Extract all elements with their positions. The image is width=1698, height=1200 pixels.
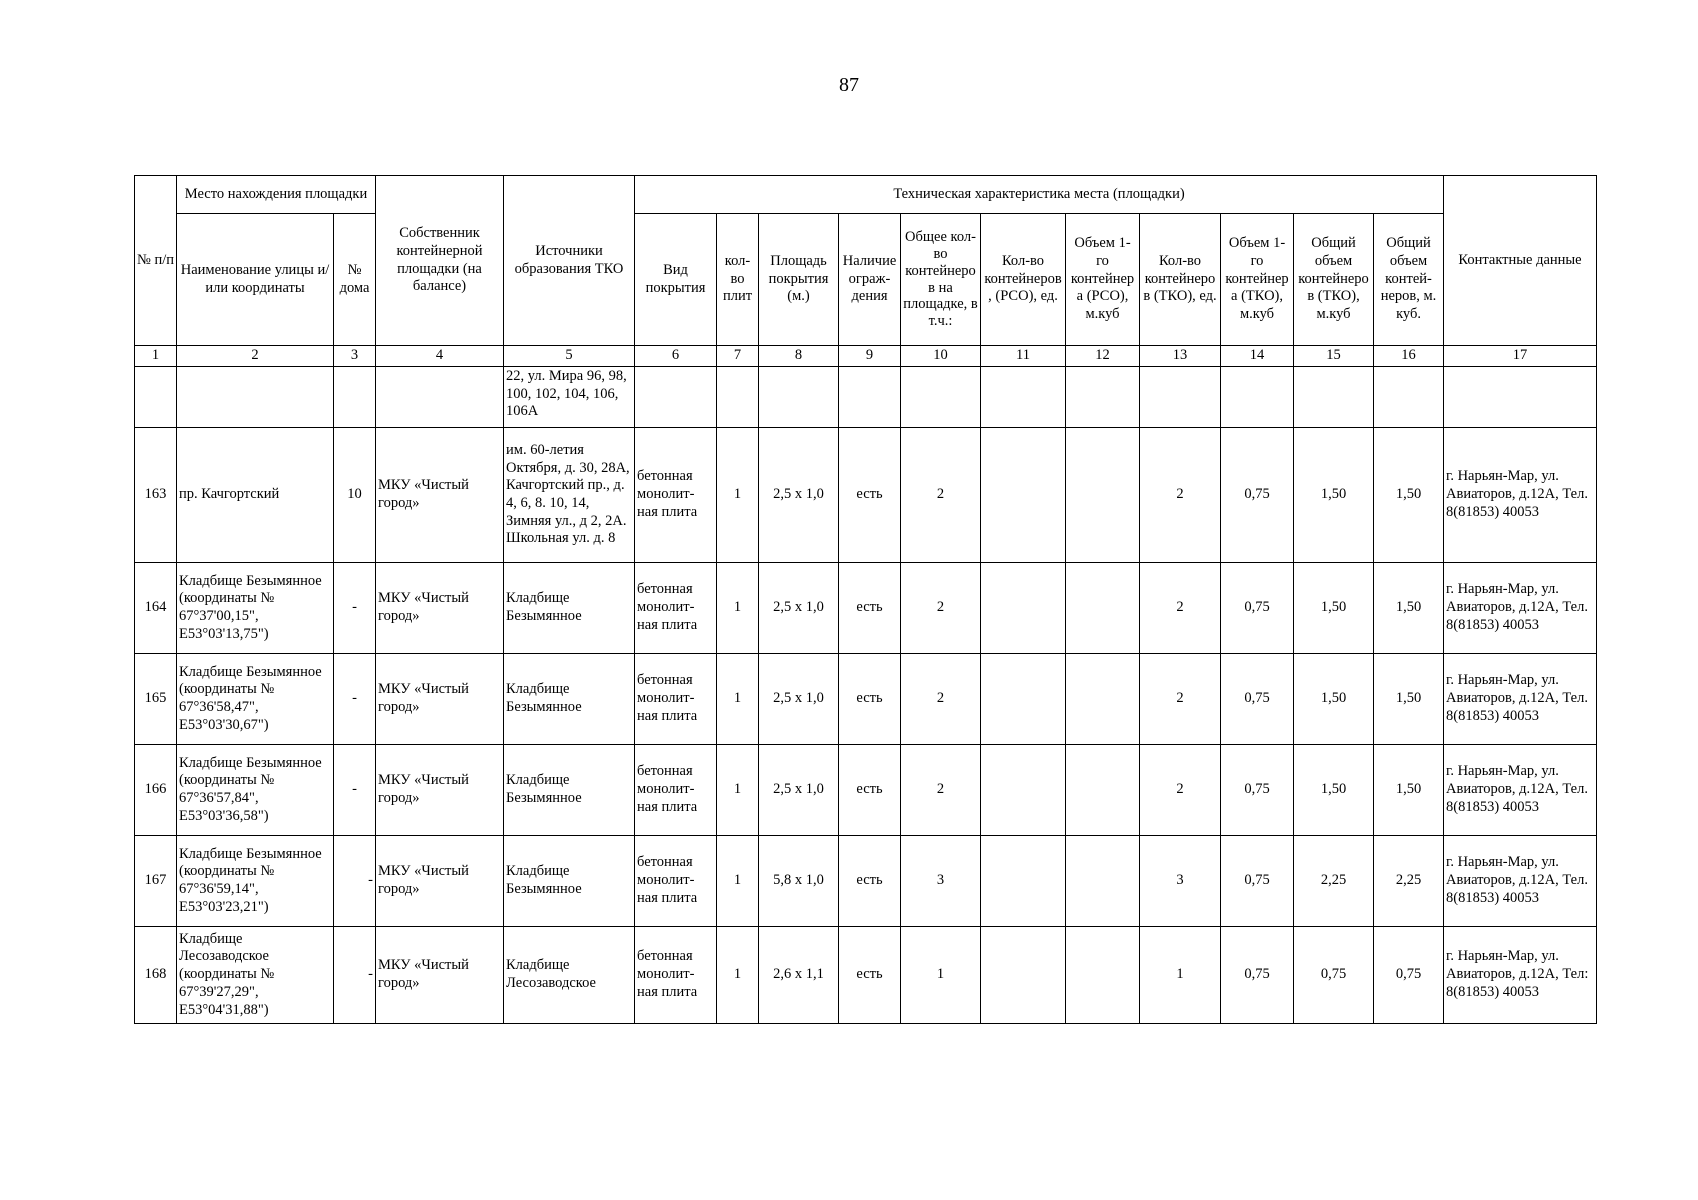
tko-volume-cell: 0,75 — [1221, 654, 1294, 745]
street-cell: Кладбище Лесозаводское (координаты № 67°39'27,29", E53°04'31,88") — [177, 927, 334, 1024]
fence-cell: есть — [839, 836, 901, 927]
fence-cell: есть — [839, 654, 901, 745]
column-number: 17 — [1444, 346, 1597, 367]
row-number-cell: 167 — [135, 836, 177, 927]
cover-cell: бетонная монолит-ная плита — [635, 563, 717, 654]
tko-count-cell: 2 — [1140, 428, 1221, 563]
column-number: 11 — [981, 346, 1066, 367]
header-tko-total-volume: Общий объем контейнеров (ТКО), м.куб — [1294, 214, 1374, 346]
tko-total-volume-cell: 1,50 — [1294, 745, 1374, 836]
house-cell: - — [334, 745, 376, 836]
row-number-cell: 164 — [135, 563, 177, 654]
rso-count-cell — [981, 428, 1066, 563]
total-volume-cell: 1,50 — [1374, 654, 1444, 745]
rso-volume-cell — [1066, 745, 1140, 836]
column-number: 13 — [1140, 346, 1221, 367]
street-cell: Кладбище Безымянное (координаты № 67°36'58,47", E53°03'30,67") — [177, 654, 334, 745]
area-cell: 2,5 х 1,0 — [759, 563, 839, 654]
fence-cell: есть — [839, 745, 901, 836]
rso-count-cell — [981, 745, 1066, 836]
header-tech-group: Техническая характеристика места (площадки) — [635, 176, 1444, 214]
plates-cell: 1 — [717, 428, 759, 563]
area-cell: 2,5 х 1,0 — [759, 428, 839, 563]
sources-cell: Кладбище Безымянное — [504, 563, 635, 654]
house-cell: - — [334, 563, 376, 654]
tko-total-volume-cell: 1,50 — [1294, 563, 1374, 654]
column-number: 8 — [759, 346, 839, 367]
tko-count-cell: 2 — [1140, 563, 1221, 654]
total-volume-cell: 1,50 — [1374, 563, 1444, 654]
row-number-cell: 166 — [135, 745, 177, 836]
tko-total-volume-cell: 1,50 — [1294, 654, 1374, 745]
header-house: № дома — [334, 214, 376, 346]
column-number: 5 — [504, 346, 635, 367]
area-cell: 2,6 х 1,1 — [759, 927, 839, 1024]
header-total-containers: Общее кол-во контейнеров на площадке, в т.ч.: — [901, 214, 981, 346]
area-cell: 2,5 х 1,0 — [759, 745, 839, 836]
cover-cell: бетонная монолит-ная плита — [635, 745, 717, 836]
column-number: 10 — [901, 346, 981, 367]
rso-volume-cell — [1066, 563, 1140, 654]
rso-count-cell — [981, 836, 1066, 927]
cover-cell: бетонная монолит-ная плита — [635, 654, 717, 745]
column-number: 16 — [1374, 346, 1444, 367]
column-number: 2 — [177, 346, 334, 367]
row-number-cell: 168 — [135, 927, 177, 1024]
page-number: 87 — [839, 74, 859, 96]
area-cell: 2,5 х 1,0 — [759, 654, 839, 745]
street-cell: Кладбище Безымянное (координаты № 67°37'00,15", E53°03'13,75") — [177, 563, 334, 654]
total-volume-cell: 1,50 — [1374, 745, 1444, 836]
header-row-number: № п/п — [135, 176, 177, 346]
owner-cell: МКУ «Чистый город» — [376, 927, 504, 1024]
total-containers-cell: 1 — [901, 927, 981, 1024]
rso-volume-cell — [1066, 927, 1140, 1024]
header-sources: Источники образования ТКО — [504, 176, 635, 346]
tko-count-cell: 3 — [1140, 836, 1221, 927]
tko-volume-cell: 0,75 — [1221, 836, 1294, 927]
header-contacts: Контактные данные — [1444, 176, 1597, 346]
rso-volume-cell — [1066, 428, 1140, 563]
street-cell: Кладбище Безымянное (координаты № 67°36'59,14", E53°03'23,21") — [177, 836, 334, 927]
header-total-volume: Общий объем контей-неров, м. куб. — [1374, 214, 1444, 346]
tko-volume-cell: 0,75 — [1221, 927, 1294, 1024]
header-plates: кол-во плит — [717, 214, 759, 346]
plates-cell: 1 — [717, 927, 759, 1024]
column-number: 15 — [1294, 346, 1374, 367]
header-tko-volume: Объем 1-го контейнера (ТКО), м.куб — [1221, 214, 1294, 346]
contact-cell: г. Нарьян-Мар, ул. Авиаторов, д.12А, Тел. 8(81853) 40053 — [1444, 836, 1597, 927]
total-containers-cell: 2 — [901, 428, 981, 563]
header-tko-count: Кол-во контейнеров (ТКО), ед. — [1140, 214, 1221, 346]
sources-cell: Кладбище Лесозаводское — [504, 927, 635, 1024]
header-cover: Вид покрытия — [635, 214, 717, 346]
tko-volume-cell: 0,75 — [1221, 428, 1294, 563]
tko-total-volume-cell: 0,75 — [1294, 927, 1374, 1024]
table-row — [135, 563, 1597, 654]
contact-cell: г. Нарьян-Мар, ул. Авиаторов, д.12А, Тел. 8(81853) 40053 — [1444, 428, 1597, 563]
header-owner: Собственник контейнерной площадки (на балансе) — [376, 176, 504, 346]
owner-cell: МКУ «Чистый город» — [376, 428, 504, 563]
owner-cell: МКУ «Чистый город» — [376, 836, 504, 927]
column-number: 3 — [334, 346, 376, 367]
header-area: Площадь покрытия (м.) — [759, 214, 839, 346]
rso-count-cell — [981, 654, 1066, 745]
house-cell: - — [334, 836, 376, 927]
fence-cell: есть — [839, 927, 901, 1024]
sources-cell: Кладбище Безымянное — [504, 836, 635, 927]
tko-total-volume-cell: 2,25 — [1294, 836, 1374, 927]
tko-total-volume-cell: 1,50 — [1294, 428, 1374, 563]
area-cell: 5,8 х 1,0 — [759, 836, 839, 927]
column-number: 1 — [135, 346, 177, 367]
table-row — [135, 927, 1597, 1024]
contact-cell: г. Нарьян-Мар, ул. Авиаторов, д.12А, Тел: 8(81853) 40053 — [1444, 927, 1597, 1024]
header-fence: Наличие ограж-дения — [839, 214, 901, 346]
tko-count-cell: 2 — [1140, 654, 1221, 745]
column-number: 7 — [717, 346, 759, 367]
street-cell: Кладбище Безымянное (координаты № 67°36'57,84", E53°03'36,58") — [177, 745, 334, 836]
column-number: 9 — [839, 346, 901, 367]
sources-cell: им. 60-летия Октября, д. 30, 28А, Качгортский пр., д. 4, 6, 8. 10, 14, Зимняя ул., д 2, 2А. Школьная ул. д. 8 — [504, 428, 635, 563]
contact-cell: г. Нарьян-Мар, ул. Авиаторов, д.12А, Тел. 8(81853) 40053 — [1444, 563, 1597, 654]
owner-cell: МКУ «Чистый город» — [376, 563, 504, 654]
column-number: 12 — [1066, 346, 1140, 367]
cover-cell: бетонная монолит-ная плита — [635, 836, 717, 927]
plates-cell: 1 — [717, 745, 759, 836]
house-cell: - — [334, 927, 376, 1024]
contact-cell: г. Нарьян-Мар, ул. Авиаторов, д.12А, Тел. 8(81853) 40053 — [1444, 654, 1597, 745]
plates-cell: 1 — [717, 654, 759, 745]
sources-cell: Кладбище Безымянное — [504, 745, 635, 836]
sources-cell: Кладбище Безымянное — [504, 654, 635, 745]
fence-cell: есть — [839, 428, 901, 563]
total-volume-cell: 2,25 — [1374, 836, 1444, 927]
row-number-cell: 165 — [135, 654, 177, 745]
registry-table — [134, 175, 1597, 1024]
house-cell: - — [334, 654, 376, 745]
rso-volume-cell — [1066, 836, 1140, 927]
table-row — [135, 428, 1597, 563]
plates-cell: 1 — [717, 563, 759, 654]
total-volume-cell: 1,50 — [1374, 428, 1444, 563]
fence-cell: есть — [839, 563, 901, 654]
cover-cell: бетонная монолит-ная плита — [635, 927, 717, 1024]
plates-cell: 1 — [717, 836, 759, 927]
total-containers-cell: 2 — [901, 745, 981, 836]
tko-count-cell: 1 — [1140, 927, 1221, 1024]
rso-count-cell — [981, 563, 1066, 654]
table-row — [135, 654, 1597, 745]
column-number: 4 — [376, 346, 504, 367]
column-number: 14 — [1221, 346, 1294, 367]
street-cell: пр. Качгортский — [177, 428, 334, 563]
rso-volume-cell — [1066, 654, 1140, 745]
row-number-cell: 163 — [135, 428, 177, 563]
sources-cell: 22, ул. Мира 96, 98, 100, 102, 104, 106, 106А — [504, 367, 635, 428]
header-rso-count: Кол-во контейнеров, (РСО), ед. — [981, 214, 1066, 346]
column-number: 6 — [635, 346, 717, 367]
contact-cell: г. Нарьян-Мар, ул. Авиаторов, д.12А, Тел. 8(81853) 40053 — [1444, 745, 1597, 836]
rso-count-cell — [981, 927, 1066, 1024]
total-volume-cell: 0,75 — [1374, 927, 1444, 1024]
header-location-group: Место нахождения площадки — [177, 176, 376, 214]
total-containers-cell: 2 — [901, 563, 981, 654]
header-street: Наименование улицы и/или координаты — [177, 214, 334, 346]
tko-volume-cell: 0,75 — [1221, 563, 1294, 654]
header-rso-volume: Объем 1-го контейнера (РСО), м.куб — [1066, 214, 1140, 346]
owner-cell: МКУ «Чистый город» — [376, 745, 504, 836]
tko-volume-cell: 0,75 — [1221, 745, 1294, 836]
column-number-row — [135, 346, 1597, 367]
tko-count-cell: 2 — [1140, 745, 1221, 836]
house-cell: 10 — [334, 428, 376, 563]
owner-cell: МКУ «Чистый город» — [376, 654, 504, 745]
table-row-continuation — [135, 367, 1597, 428]
total-containers-cell: 3 — [901, 836, 981, 927]
table-row — [135, 745, 1597, 836]
cover-cell: бетонная монолит-ная плита — [635, 428, 717, 563]
table-row — [135, 836, 1597, 927]
total-containers-cell: 2 — [901, 654, 981, 745]
